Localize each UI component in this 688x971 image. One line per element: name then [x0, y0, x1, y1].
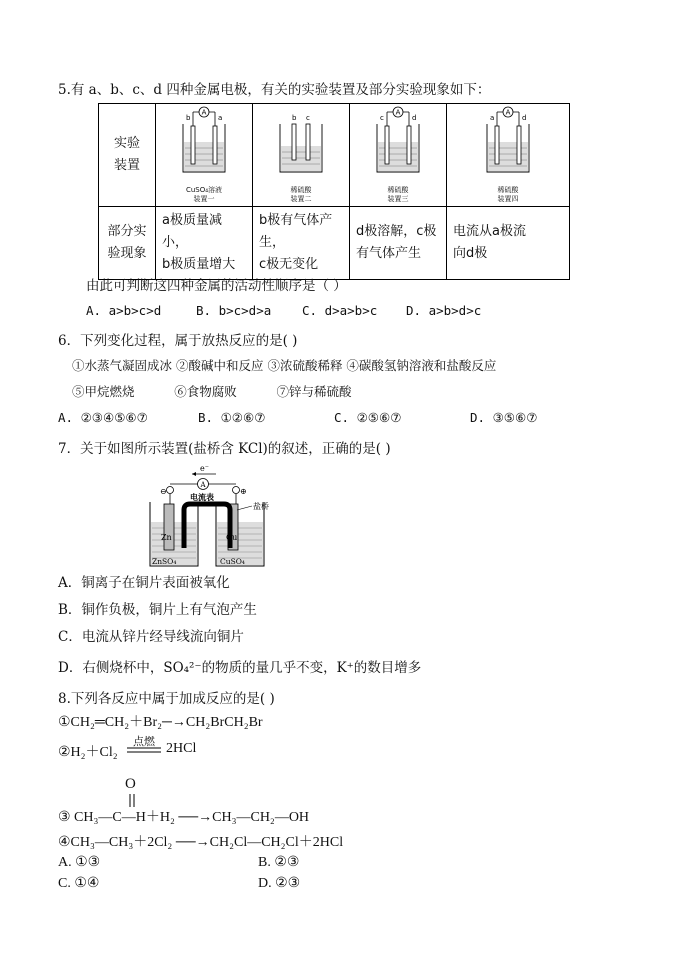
q6-option-c: C. ②⑤⑥⑦ — [334, 410, 402, 425]
equilibrium-sign-icon — [126, 746, 162, 754]
svg-text:b: b — [292, 114, 297, 122]
q8-reaction-3: ③ CH₃—C—H＋H₂ ──→CH₃—CH₂—OH — [58, 810, 310, 825]
q6-items-line2: ⑤甲烷燃烧 ⑥食物腐败 ⑦锌与稀硫酸 — [72, 384, 352, 399]
svg-text:⊖: ⊖ — [160, 487, 167, 496]
q8-stem: 8.下列各反应中属于加成反应的是( ) — [58, 691, 275, 707]
q5-option-a: A. a>b>c>d — [86, 303, 162, 318]
beaker-diagram-3 — [363, 106, 433, 178]
svg-text:电流表: 电流表 — [190, 492, 214, 502]
q8-reaction-4: ④CH₃—CH₃＋2Cl₂ ──→CH₂Cl—CH₂Cl＋2HCl — [58, 835, 344, 850]
q7-option-a: A．铜离子在铜片表面被氧化 — [58, 575, 230, 591]
q5-phenomenon-1: a极质量减小， b极质量增大 — [156, 207, 253, 280]
q7-option-b: B．铜作负极，铜片上有气泡产生 — [58, 602, 257, 618]
svg-text:d: d — [412, 114, 417, 122]
q7-option-c: C．电流从锌片经导线流向铜片 — [58, 629, 244, 645]
q6-items-line1: ①水蒸气凝固成冰 ②酸碱中和反应 ③浓硫酸稀释 ④碳酸氢钠溶液和盐酸反应 — [72, 358, 497, 373]
svg-text:CuSO₄: CuSO₄ — [220, 557, 245, 566]
q5-device-3: A c d 稀硫酸 装置三 — [350, 104, 447, 207]
q5-row2-header: 部分实 验现象 — [99, 207, 156, 280]
q5-option-d: D. a>b>d>c — [406, 303, 482, 318]
svg-text:A: A — [505, 108, 511, 117]
q5-experiment-table — [98, 103, 570, 280]
beaker-diagram-4 — [473, 106, 543, 178]
q8-option-a: A. ①③ — [58, 855, 101, 870]
svg-text:ZnSO₄: ZnSO₄ — [152, 557, 177, 566]
q8-reaction-2-left: ②H₂＋Cl₂ — [58, 745, 118, 760]
svg-text:A: A — [395, 108, 401, 117]
svg-text:d: d — [522, 114, 527, 122]
q8-option-d: D. ②③ — [258, 876, 301, 891]
q6-option-b: B. ①②⑥⑦ — [198, 410, 266, 425]
svg-text:a: a — [490, 114, 495, 122]
svg-text:A: A — [201, 108, 207, 117]
q5-device-4: A a d 稀硫酸 装置四 — [447, 104, 570, 207]
q5-row1-header: 实验 装置 — [99, 104, 156, 207]
svg-text:b: b — [186, 114, 191, 122]
q5-option-c: C. d>a>b>c — [302, 303, 378, 318]
svg-text:⊕: ⊕ — [240, 487, 247, 496]
q8-reaction-2-condition: 点燃 — [133, 735, 155, 748]
svg-text:a: a — [218, 114, 223, 122]
q8-reaction-3-oxygen: O — [125, 776, 136, 792]
q8-option-b: B. ②③ — [258, 855, 300, 870]
svg-text:Cu: Cu — [226, 533, 238, 542]
q5-phenomenon-4: 电流从a极流 向d极 — [447, 207, 570, 280]
q6-option-a: A. ②③④⑤⑥⑦ — [58, 410, 148, 425]
beaker-diagram-1 — [169, 106, 239, 178]
q5-device-2: b c 稀硫酸 装置二 — [253, 104, 350, 207]
q6-stem: 6．下列变化过程，属于放热反应的是( ) — [58, 333, 298, 349]
q5-conclusion: 由此可判断这四种金属的活动性顺序是（ ） — [86, 278, 347, 294]
svg-text:Zn: Zn — [161, 533, 172, 542]
q7-option-d: D．右侧烧杯中，SO₄²⁻的物质的量几乎不变，K⁺的数目增多 — [58, 660, 422, 676]
svg-text:c: c — [306, 114, 310, 122]
svg-text:A: A — [200, 481, 206, 489]
q8-reaction-2-right: 2HCl — [166, 741, 197, 756]
beaker-diagram-2 — [266, 106, 336, 178]
q5-stem: 5.有 a、b、c、d 四种金属电极，有关的实验装置及部分实验现象如下： — [58, 82, 491, 98]
svg-text:盐桥: 盐桥 — [253, 502, 269, 511]
svg-text:e⁻: e⁻ — [200, 464, 209, 473]
q5-option-b: B. b>c>d>a — [196, 303, 272, 318]
q8-option-c: C. ①④ — [58, 876, 100, 891]
q7-stem: 7．关于如图所示装置(盐桥含 KCl)的叙述，正确的是( ) — [58, 441, 391, 457]
q5-phenomenon-2: b极有气体产生， c极无变化 — [253, 207, 350, 280]
svg-text:c: c — [380, 114, 384, 122]
q5-device-1: A b a CuSO₄溶液 装置一 — [156, 104, 253, 207]
galvanic-cell-diagram — [140, 462, 280, 570]
q5-phenomenon-3: d极溶解，c极 有气体产生 — [350, 207, 447, 280]
q8-reaction-1: ①CH₂═CH₂＋Br₂─→CH₂BrCH₂Br — [58, 715, 263, 730]
q6-option-d: D. ③⑤⑥⑦ — [470, 410, 538, 425]
